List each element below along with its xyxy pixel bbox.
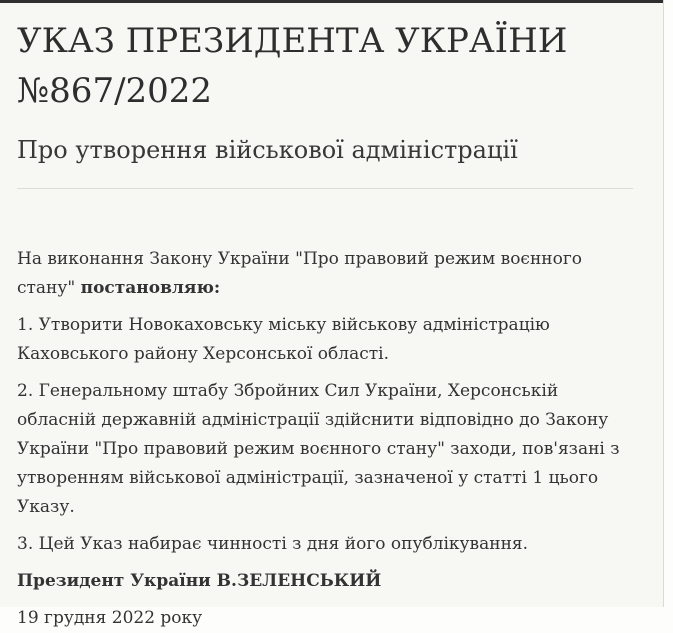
preamble-text: На виконання Закону України "Про правовий режим воєнного стану" bbox=[17, 249, 582, 298]
preamble-paragraph bbox=[17, 245, 633, 303]
decree-item-2: 2. Генеральному штабу Збройних Сил України, Херсонській обласній державній адміністрації здійснити відповідно до Закону України "Про правовий режим воєнного стану" заходи, пов'язані з утворенням військової адміністрації, зазначеної у статті 1 цього Указу. bbox=[17, 381, 620, 517]
resolve-word: постановляю: bbox=[80, 278, 221, 298]
decree-title: УКАЗ ПРЕЗИДЕНТА УКРАЇНИ №867/2022 bbox=[17, 21, 568, 111]
decree-date: 19 грудня 2022 року bbox=[17, 608, 203, 628]
decree-item-3: 3. Цей Указ набирає чинності з дня його опублікування. bbox=[17, 534, 529, 554]
decree-subtitle: Про утворення військової адміністрації bbox=[17, 136, 518, 164]
header-divider bbox=[17, 188, 633, 189]
decree-text bbox=[17, 245, 633, 633]
decree-body-column bbox=[0, 3, 663, 633]
president-signature: Президент України В.ЗЕЛЕНСЬКИЙ bbox=[17, 571, 382, 591]
decree-item-1: 1. Утворити Новокаховську міську військову адміністрацію Каховського району Херсонської області. bbox=[17, 315, 550, 364]
